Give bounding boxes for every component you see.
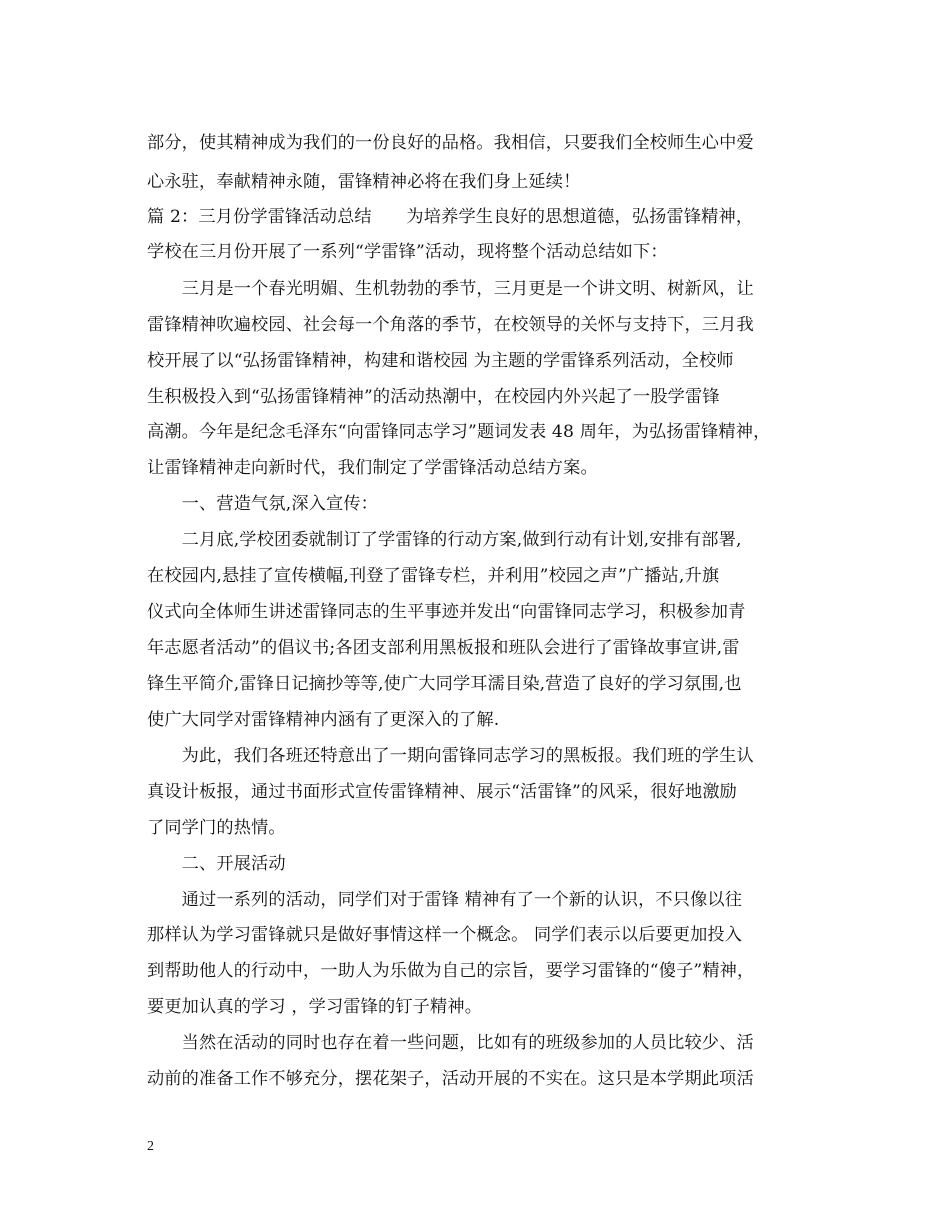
text-line: 仪式向全体师生讲述雷锋同志的生平事迹并发出“向雷锋同志学习，积极参加青 [147,602,746,622]
text-line: 真设计板报，通过书面形式宣传雷锋精神、展示“活雷锋”的风采，很好地激励 [147,782,738,802]
text-line: 到帮助他人的行动中，一助人为乐做为自己的宗旨，要学习雷锋的“傻子”精神， [147,961,755,981]
text-line: 高潮。今年是纪念毛泽东“向雷锋同志学习”题词发表 48 周年，为弘扬雷锋精神， [147,422,771,442]
text-line: 使广大同学对雷锋精神内涵有了更深入的了解. [147,710,500,730]
text-line: 动前的准备工作不够充分，摆花架子，活动开展的不实在。这只是本学期此项活 [147,1069,754,1089]
text-line: 让雷锋精神走向新时代，我们制定了学雷锋活动总结方案。 [147,458,598,478]
text-line: 为此，我们各班还特意出了一期向雷锋同志学习的黑板报。我们班的学生认 [147,746,754,766]
text-line: 生积极投入到“弘扬雷锋精神”的活动热潮中，在校园内外兴起了一股学雷锋 [147,387,720,407]
text-line: 年志愿者活动”的倡议书;各团支部利用黑板报和班队会进行了雷锋故事宣讲,雷 [147,638,740,658]
text-line: 心永驻，奉献精神永随，雷锋精神必将在我们身上延续！ [147,172,581,192]
text-line: 校开展了以“弘扬雷锋精神，构建和谐校园 为主题的学雷锋系列活动，全校师 [147,351,734,371]
text-line: 了同学门的热情。 [147,818,286,838]
text-line: 二月底,学校团委就制订了学雷锋的行动方案,做到行动有计划,安排有部署, [147,530,742,550]
section-heading: 二、开展活动 [147,854,286,874]
text-line: 三月是一个春光明媚、生机勃勃的季节，三月更是一个讲文明、树新风，让 [147,279,754,299]
text-line: 通过一系列的活动，同学们对于雷锋 精神有了一个新的认识，不只像以往 [147,890,743,910]
text-line: 那样认为学习雷锋就只是做好事情这样一个概念。 同学们表示以后要更加投入 [147,925,743,945]
section-heading: 一、营造气氛,深入宣传： [147,494,379,514]
text-line: 锋生平简介,雷锋日记摘抄等等,使广大同学耳濡目染,营造了良好的学习氛围,也 [147,674,742,694]
text-line: 在校园内,悬挂了宣传横幅,刊登了雷锋专栏，并利用”校园之声”广播站,升旗 [147,566,720,586]
text-line: 篇 2：三月份学雷锋活动总结 为培养学生良好的思想道德，弘扬雷锋精神， [147,207,754,227]
text-line: 当然在活动的同时也存在着一些问题，比如有的班级参加的人员比较少、活 [147,1033,754,1053]
text-line: 部分，使其精神成为我们的一份良好的品格。我相信，只要我们全校师生心中爱 [147,133,754,153]
text-line: 学校在三月份开展了一系列“学雷锋”活动，现将整个活动总结如下： [147,242,668,262]
text-line: 要更加认真的学习 ，学习雷锋的钉子精神。 [147,997,483,1017]
text-line: 雷锋精神吹遍校园、社会每一个角落的季节，在校领导的关怀与支持下，三月我 [147,315,754,335]
page-number: 2 [147,1139,154,1154]
